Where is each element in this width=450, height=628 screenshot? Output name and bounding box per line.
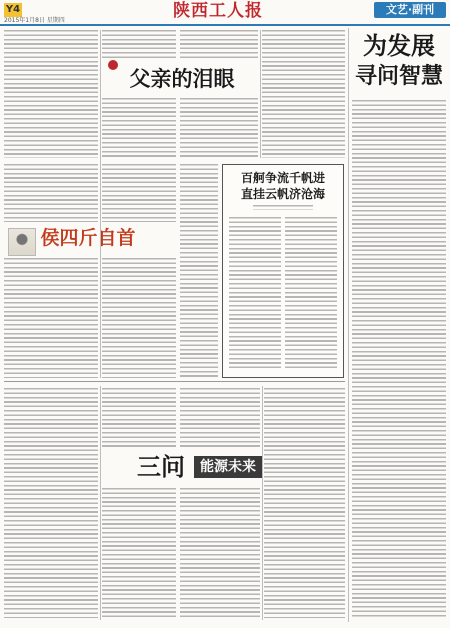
column-rule (260, 30, 261, 158)
illustration-image (8, 228, 36, 256)
headline-development-line2: 寻问智慧 (354, 63, 443, 89)
poem-lines (285, 217, 337, 371)
headline-three-questions: 三问 (137, 452, 185, 481)
text-block (180, 388, 260, 448)
column-rule (262, 386, 263, 620)
headline-energy-future: 能源未来 (194, 456, 262, 478)
headline-hou-sijin: 侯四斤自首 (40, 227, 136, 249)
poem-title-line: 直挂云帆济沧海 (240, 187, 325, 201)
poem-box (222, 164, 344, 378)
headline-father-tears: 父亲的泪眼 (129, 66, 235, 91)
text-block (264, 388, 345, 618)
text-block (102, 30, 176, 60)
headline-development-line1: 为发展 (363, 31, 435, 60)
column-rule (100, 386, 101, 620)
column-rule (348, 28, 349, 622)
text-block (102, 488, 176, 618)
text-block (262, 30, 345, 158)
text-block (4, 388, 98, 618)
masthead: 陕西工人报 (173, 1, 263, 21)
section-badge: 文艺·副刊 (374, 2, 446, 18)
page-number-label: Y4 (5, 4, 21, 15)
text-block (102, 164, 176, 222)
text-block (102, 388, 176, 448)
text-block (4, 30, 98, 158)
column-rule (100, 30, 101, 378)
text-block (180, 30, 258, 60)
poem-title-line: 百舸争流千帆进 (240, 171, 325, 185)
header-divider (0, 24, 450, 26)
text-block (102, 98, 176, 158)
text-block (4, 164, 98, 222)
text-block (102, 258, 176, 378)
text-block (180, 164, 218, 378)
text-block (180, 98, 258, 158)
section-divider (4, 381, 345, 382)
poem-lines (229, 217, 281, 371)
text-block (180, 488, 260, 618)
text-block (4, 258, 98, 378)
text-block (352, 100, 446, 618)
poem-byline (253, 205, 313, 210)
issue-date: 2015年1月8日 星期四 (4, 17, 65, 24)
